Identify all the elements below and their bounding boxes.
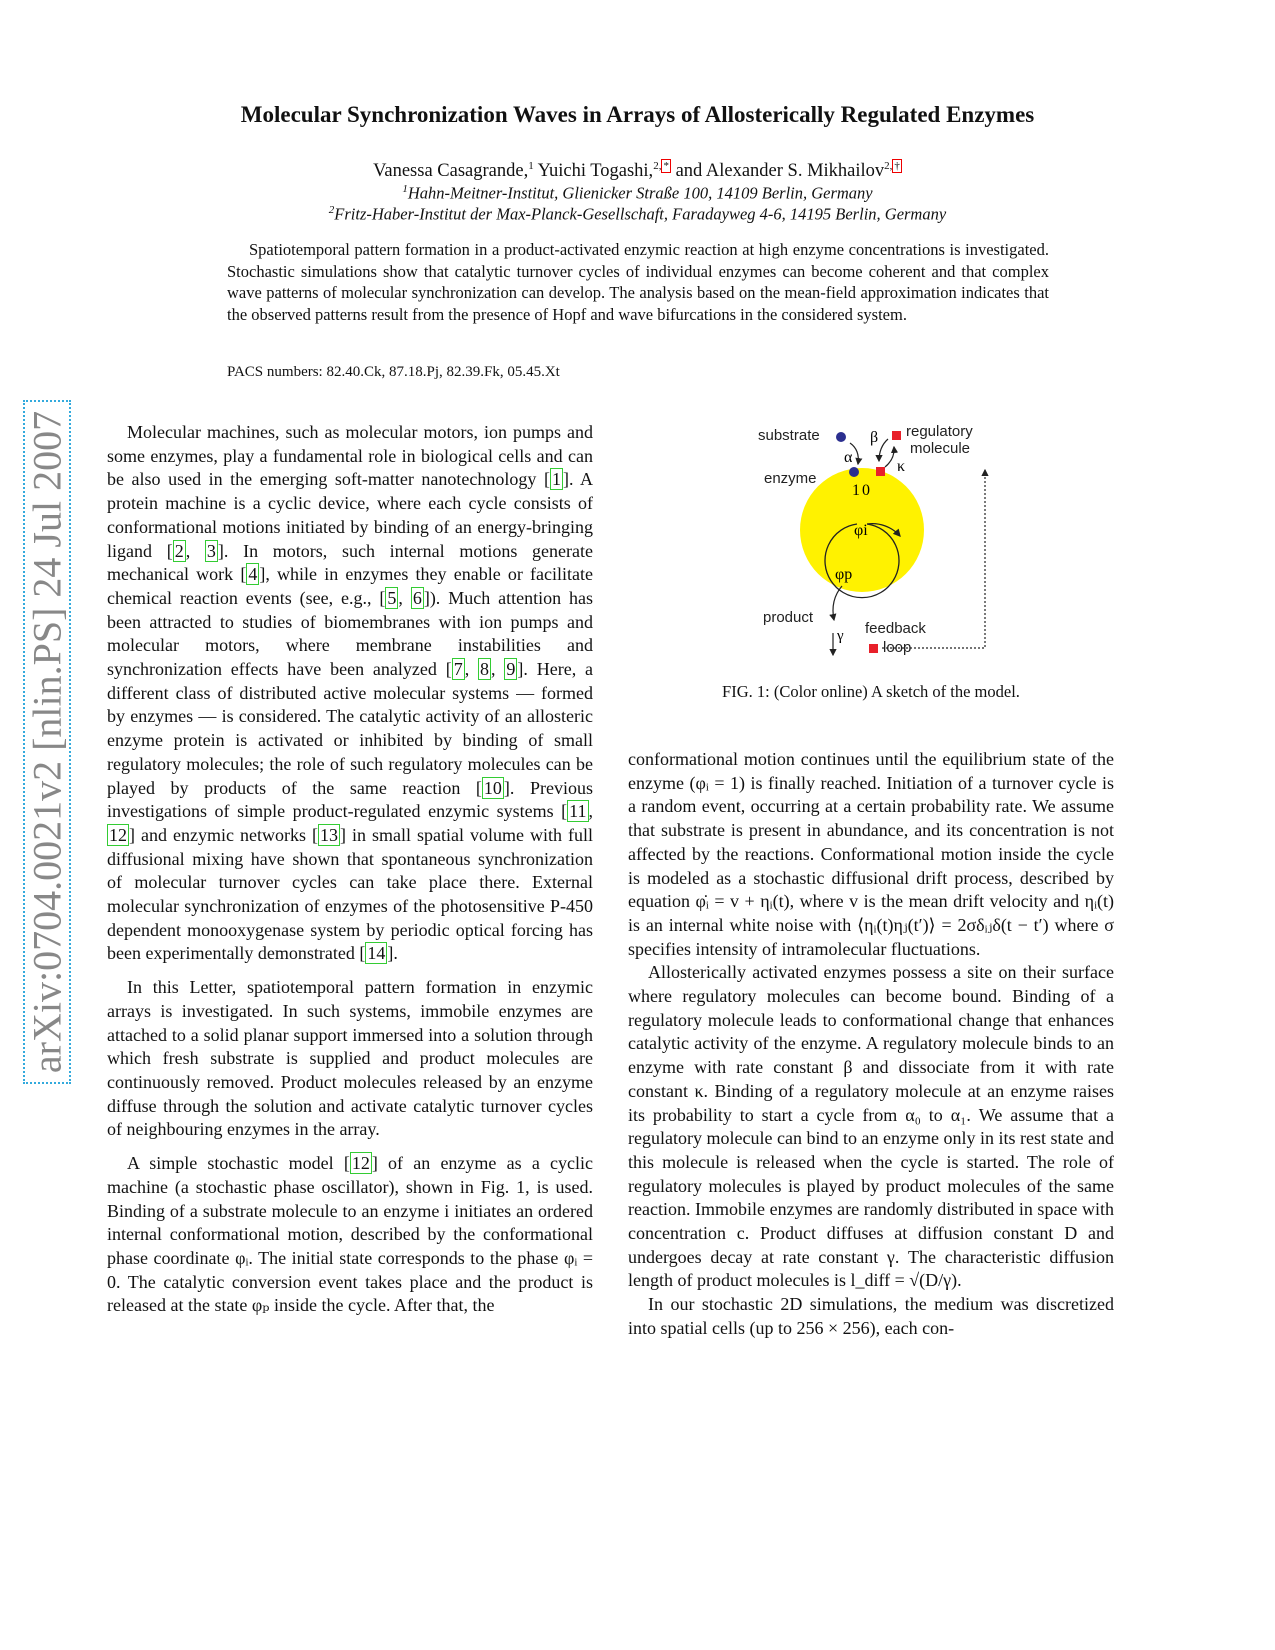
label-alpha: α <box>844 449 853 466</box>
label-zero: 0 <box>862 482 870 499</box>
citation-link[interactable]: 3 <box>206 540 216 561</box>
citation-link[interactable]: 4 <box>248 564 258 585</box>
citation-link[interactable]: 7 <box>453 659 463 680</box>
paragraph: In our stochastic 2D simulations, the medium was discretized into spatial cells (up to 256 × 256), each con- <box>628 1294 1114 1338</box>
citation-link[interactable]: 1 <box>551 469 561 490</box>
paragraph: Molecular machines, such as molecular motors, ion pumps and some enzymes, play a fundamental role in biological cells and can be also used in the emerging soft-matter nanotechnology [ 1 ]. A protein machine is a cyclic device, where each cycle consists of conformational motions initiated by binding of an energy-bringing ligand [ 2 , 3 ]. In motors, such internal motions generate mechanical work [ 4 ], while in enzymes they enable or facilitate chemical reaction events (see, e.g., [ 5 , 6 ]). Much attention has been attracted to studies of biomembranes with ion pumps and molecular motors, where membrane instabilities and synchronization effects have been analyzed [ 7 , 8 , 9 ]. Here, a different class of distributed active molecular systems — formed by enzymes — is considered. The catalytic activity of an allosteric enzyme protein is activated or inhibited by binding of small regulatory molecules; the role of such regulatory molecules can be played by products of the same reaction [ 10 ]. Previous investigations of simple product-regulated enzymic systems [ 11 , 12 ] and enzymic networks [ 13 ] in small spatial volume with full diffusional mixing have shown that spontaneous synchronization of molecular turnover cycles can take place there. External molecular synchronization of enzymes of the photosensitive P-450 dependent monooxygenase system by periodic optical forcing has been experimentally demonstrated [ 14 ]. <box>107 422 594 964</box>
label-substrate: substrate <box>758 427 820 444</box>
citation-link[interactable]: 9 <box>506 659 516 680</box>
author: Vanessa Casagrande, <box>373 161 529 182</box>
label-phi-i: φi <box>854 522 868 539</box>
citation-link[interactable]: 2 <box>174 540 184 561</box>
aff-sup: 1 <box>402 183 408 195</box>
regulatory-molecule <box>892 431 901 440</box>
label-phi-p: φp <box>835 566 853 583</box>
label-molecule: molecule <box>910 440 971 457</box>
label-regulatory: regulatory <box>906 423 973 440</box>
citation-link[interactable]: 6 <box>412 587 422 608</box>
aff-sup: 1 <box>528 160 534 172</box>
figure-caption: FIG. 1: (Color online) A sketch of the model. <box>722 682 1020 701</box>
label-enzyme: enzyme <box>764 470 817 487</box>
label-feedback: feedback <box>865 620 926 637</box>
abstract <box>227 239 1049 325</box>
footnote-link[interactable]: † <box>894 160 900 172</box>
aff-sup: 2, <box>884 160 893 172</box>
aff-sup: 2 <box>328 204 335 216</box>
figure-1-model-sketch <box>740 415 990 665</box>
bound-substrate <box>849 467 859 477</box>
paper-title: Molecular Synchronization Waves in Arrays of Allosterically Regulated Enzymes <box>240 102 1035 127</box>
author: Yuichi Togashi, <box>533 161 654 182</box>
author-list <box>0 160 1275 182</box>
paragraph: A simple stochastic model [ 12 ] of an enzyme as a cyclic machine (a stochastic phase oscillator), shown in Fig. 1, is used. Binding of a substrate molecule to an enzyme i initiates an ordered internal conformational motion, described by the conformational phase coordinate φᵢ. The initial state corresponds to the phase φᵢ = 0. The catalytic conversion event takes place and the product is released at the state φₚ inside the cycle. After that, the <box>107 1153 593 1316</box>
label-beta: β <box>870 429 879 446</box>
label-kappa: κ <box>897 458 906 475</box>
citation-link[interactable]: 12 <box>109 824 127 845</box>
citation-link[interactable]: 14 <box>367 943 386 964</box>
citation-link[interactable]: 11 <box>569 801 587 822</box>
left-column <box>107 421 593 1318</box>
label-one: 1 <box>852 482 860 499</box>
arxiv-id: arXiv:0704.0021v2 [nlin.PS] 24 Jul 2007 <box>24 410 70 1074</box>
footnote-link[interactable]: * <box>663 160 669 172</box>
bound-regulator <box>876 467 885 476</box>
arxiv-sidebar-stamp[interactable] <box>23 400 71 1084</box>
product-molecule <box>869 644 878 653</box>
citation-link[interactable]: 10 <box>483 777 502 798</box>
aff-sup: 2, <box>653 160 662 172</box>
author: and Alexander S. Mikhailov <box>670 161 885 182</box>
aff-text: Hahn-Meitner-Institut, Glienicker Straße 100, 14109 Berlin, Germany <box>407 183 873 203</box>
citation-link[interactable]: 13 <box>319 824 338 845</box>
paragraph: Allosterically activated enzymes possess a site on their surface where regulatory molecules can become bound. Binding of a regulatory molecule leads to conformational change that enhances catalytic activity of the enzyme. A regulatory molecule binds to an enzyme with rate constant β and dissociate from it with rate constant κ. Binding of a regulatory molecule at an enzyme raises its probability to start a cycle from α₀ to α₁. We assume that a regulatory molecule can bind to an enzyme only in its rest state and this molecule is released when the cycle is started. The role of regulatory molecules is played by product molecules of the same reaction. Immobile enzymes are randomly distributed in space with concentration c. Product diffuses at diffusion constant D and undergoes decay at rate constant γ. The characteristic diffusion length of product molecules is l_diff = √(D/γ). <box>628 962 1114 1291</box>
label-gamma: γ <box>837 628 844 644</box>
abstract-text: Spatiotemporal pattern formation in a product-activated enzymic reaction at high enzyme concentrations is investigated. Stochastic simulations show that catalytic turnover cycles of individual enzymes can become coherent and that complex wave patterns of molecular synchronization can develop. The analysis based on the mean-field approximation indicates that the observed patterns result from the presence of Hopf and wave bifurcations in the considered system. <box>227 240 1049 324</box>
right-column <box>628 748 1114 1351</box>
citation-link[interactable]: 5 <box>387 587 397 608</box>
substrate-molecule <box>836 432 846 442</box>
pacs-numbers: PACS numbers: 82.40.Ck, 87.18.Pj, 82.39.Fk, 05.45.Xt <box>227 364 560 380</box>
paragraph: conformational motion continues until the equilibrium state of the enzyme (φᵢ = 1) is finally reached. Initiation of a turnover cycle is a random event, occurring at a certain probability rate. We assume that substrate is present in abundance, and its concentration is not affected by the reactions. Conformational motion inside the cycle is modeled as a stochastic diffusional drift process, described by equation φ̇ᵢ = v + ηᵢ(t), where v is the mean drift velocity and ηᵢ(t) is an internal white noise with ⟨ηᵢ(t)ηⱼ(t′)⟩ = 2σδᵢⱼδ(t − t′) where σ specifies intensity of intramolecular fluctuations. <box>628 749 1114 959</box>
aff-text: Fritz-Haber-Institut der Max-Planck-Gesellschaft, Faradayweg 4-6, 14195 Berlin, Germany <box>334 204 947 224</box>
affiliation <box>0 204 1275 225</box>
affiliation <box>0 183 1275 204</box>
paragraph: In this Letter, spatiotemporal pattern formation in enzymic arrays is investigated. In such systems, immobile enzymes are attached to a solid planar support immersed into a solution through which fresh substrate is supplied and product molecules are continuously removed. Product molecules released by an enzyme diffuse through the solution and activate catalytic turnover cycles of neighbouring enzymes in the array. <box>107 977 593 1140</box>
label-product: product <box>763 609 814 626</box>
citation-link[interactable]: 8 <box>480 659 490 680</box>
citation-link[interactable]: 12 <box>351 1153 370 1174</box>
label-loop: loop <box>883 639 912 656</box>
